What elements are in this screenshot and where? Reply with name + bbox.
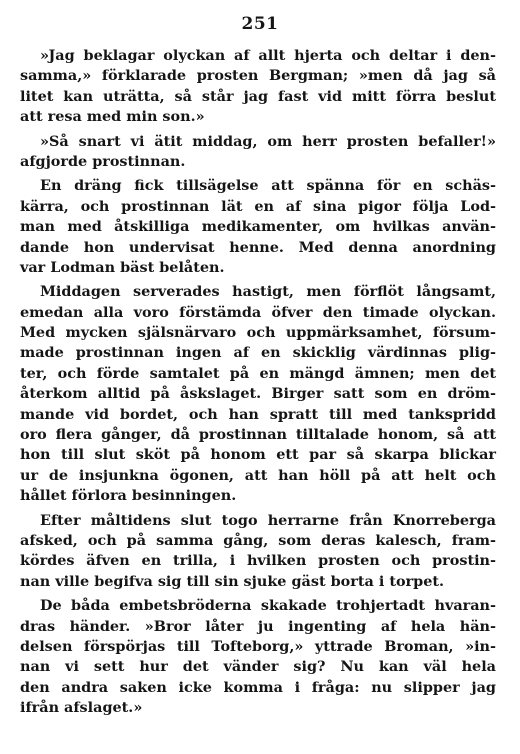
text-line: var Lodman bäst belåten. xyxy=(20,258,225,276)
text-line: En dräng fick tillsägelse att spänna för en schäs- xyxy=(40,177,496,195)
text-line: återkom alltid på åskslaget. Birger satt som en dröm- xyxy=(20,385,496,403)
text-line: oro flera gånger, då prostinnan tilltalade honom, så att xyxy=(20,426,496,444)
text-line: De båda embetsbröderna skakade trohjertadt hvaran- xyxy=(40,597,496,615)
text-line: afgjorde prostinnan. xyxy=(20,152,186,170)
paragraph-6 xyxy=(20,596,496,718)
text-line: Med mycken själsnärvaro och uppmärksamhet, försum- xyxy=(20,324,496,342)
text-line: »Jag beklagar olyckan af allt hjerta och deltar i den- xyxy=(40,47,496,64)
text-line: delsen förspörjas till Tofteborg,» yttrade Broman, »in- xyxy=(20,637,496,655)
text-line: Middagen serverades hastigt, men förflöt långsamt, xyxy=(40,283,496,301)
text-line: man med åtskilliga medikamenter, om hvilkas använ- xyxy=(20,218,496,236)
text-line: hållet förlora besinningen. xyxy=(20,487,237,505)
text-line: nan ville begifva sig till sin sjuke gäst borta i torpet. xyxy=(20,572,445,590)
text-line: »Så snart vi ätit middag, om herr prosten befaller!» xyxy=(40,132,496,150)
text-line: ifrån afslaget.» xyxy=(20,699,143,717)
paragraph-5 xyxy=(20,511,496,593)
text-line: litet kan uträtta, så står jag fast vid mitt förra beslut xyxy=(20,87,496,105)
text-line: kärra, och prostinnan lät en af sina pigor följa Lod- xyxy=(20,197,496,215)
text-line: dras händer. »Bror låter ju ingenting af hela hän- xyxy=(20,617,496,635)
text-line: att resa med min son.» xyxy=(20,108,205,126)
paragraph-3 xyxy=(20,176,496,278)
text-line: made prostinnan ingen af en skicklig värdinnas plig- xyxy=(20,344,496,362)
text-line: ter, och förde samtalet på en mängd ämnen; men det xyxy=(20,364,496,382)
text-line: mande vid bordet, och han spratt till med tankspridd xyxy=(20,405,496,423)
paragraph-2 xyxy=(20,132,496,173)
text-line: emedan alla voro förstämda öfver den timade olyckan. xyxy=(20,303,496,321)
text-line: kördes äfven en trilla, i hvilken prosten och prostin- xyxy=(20,552,496,570)
page-number: 251 xyxy=(241,14,279,34)
text-line: nan vi sett hur det vänder sig? Nu kan väl hela xyxy=(20,658,496,676)
body-text xyxy=(20,46,496,719)
text-line: Efter måltidens slut togo herrarne från Knorreberga xyxy=(40,511,496,529)
paragraph-1 xyxy=(20,46,496,128)
text-line: den andra saken icke komma i fråga: nu slipper jag xyxy=(20,678,496,696)
text-line: ur de insjunkna ögonen, att han höll på att helt och xyxy=(20,466,496,484)
text-line: hon till slut sköt på honom ett par så skarpa blickar xyxy=(20,446,496,464)
paragraph-4 xyxy=(20,282,496,506)
text-line: afsked, och på samma gång, som deras kalesch, fram- xyxy=(20,531,496,549)
text-line: dande hon undervisat henne. Med denna anordning xyxy=(20,238,496,256)
text-line: samma,» förklarade prosten Bergman; »men då jag så xyxy=(20,67,496,85)
